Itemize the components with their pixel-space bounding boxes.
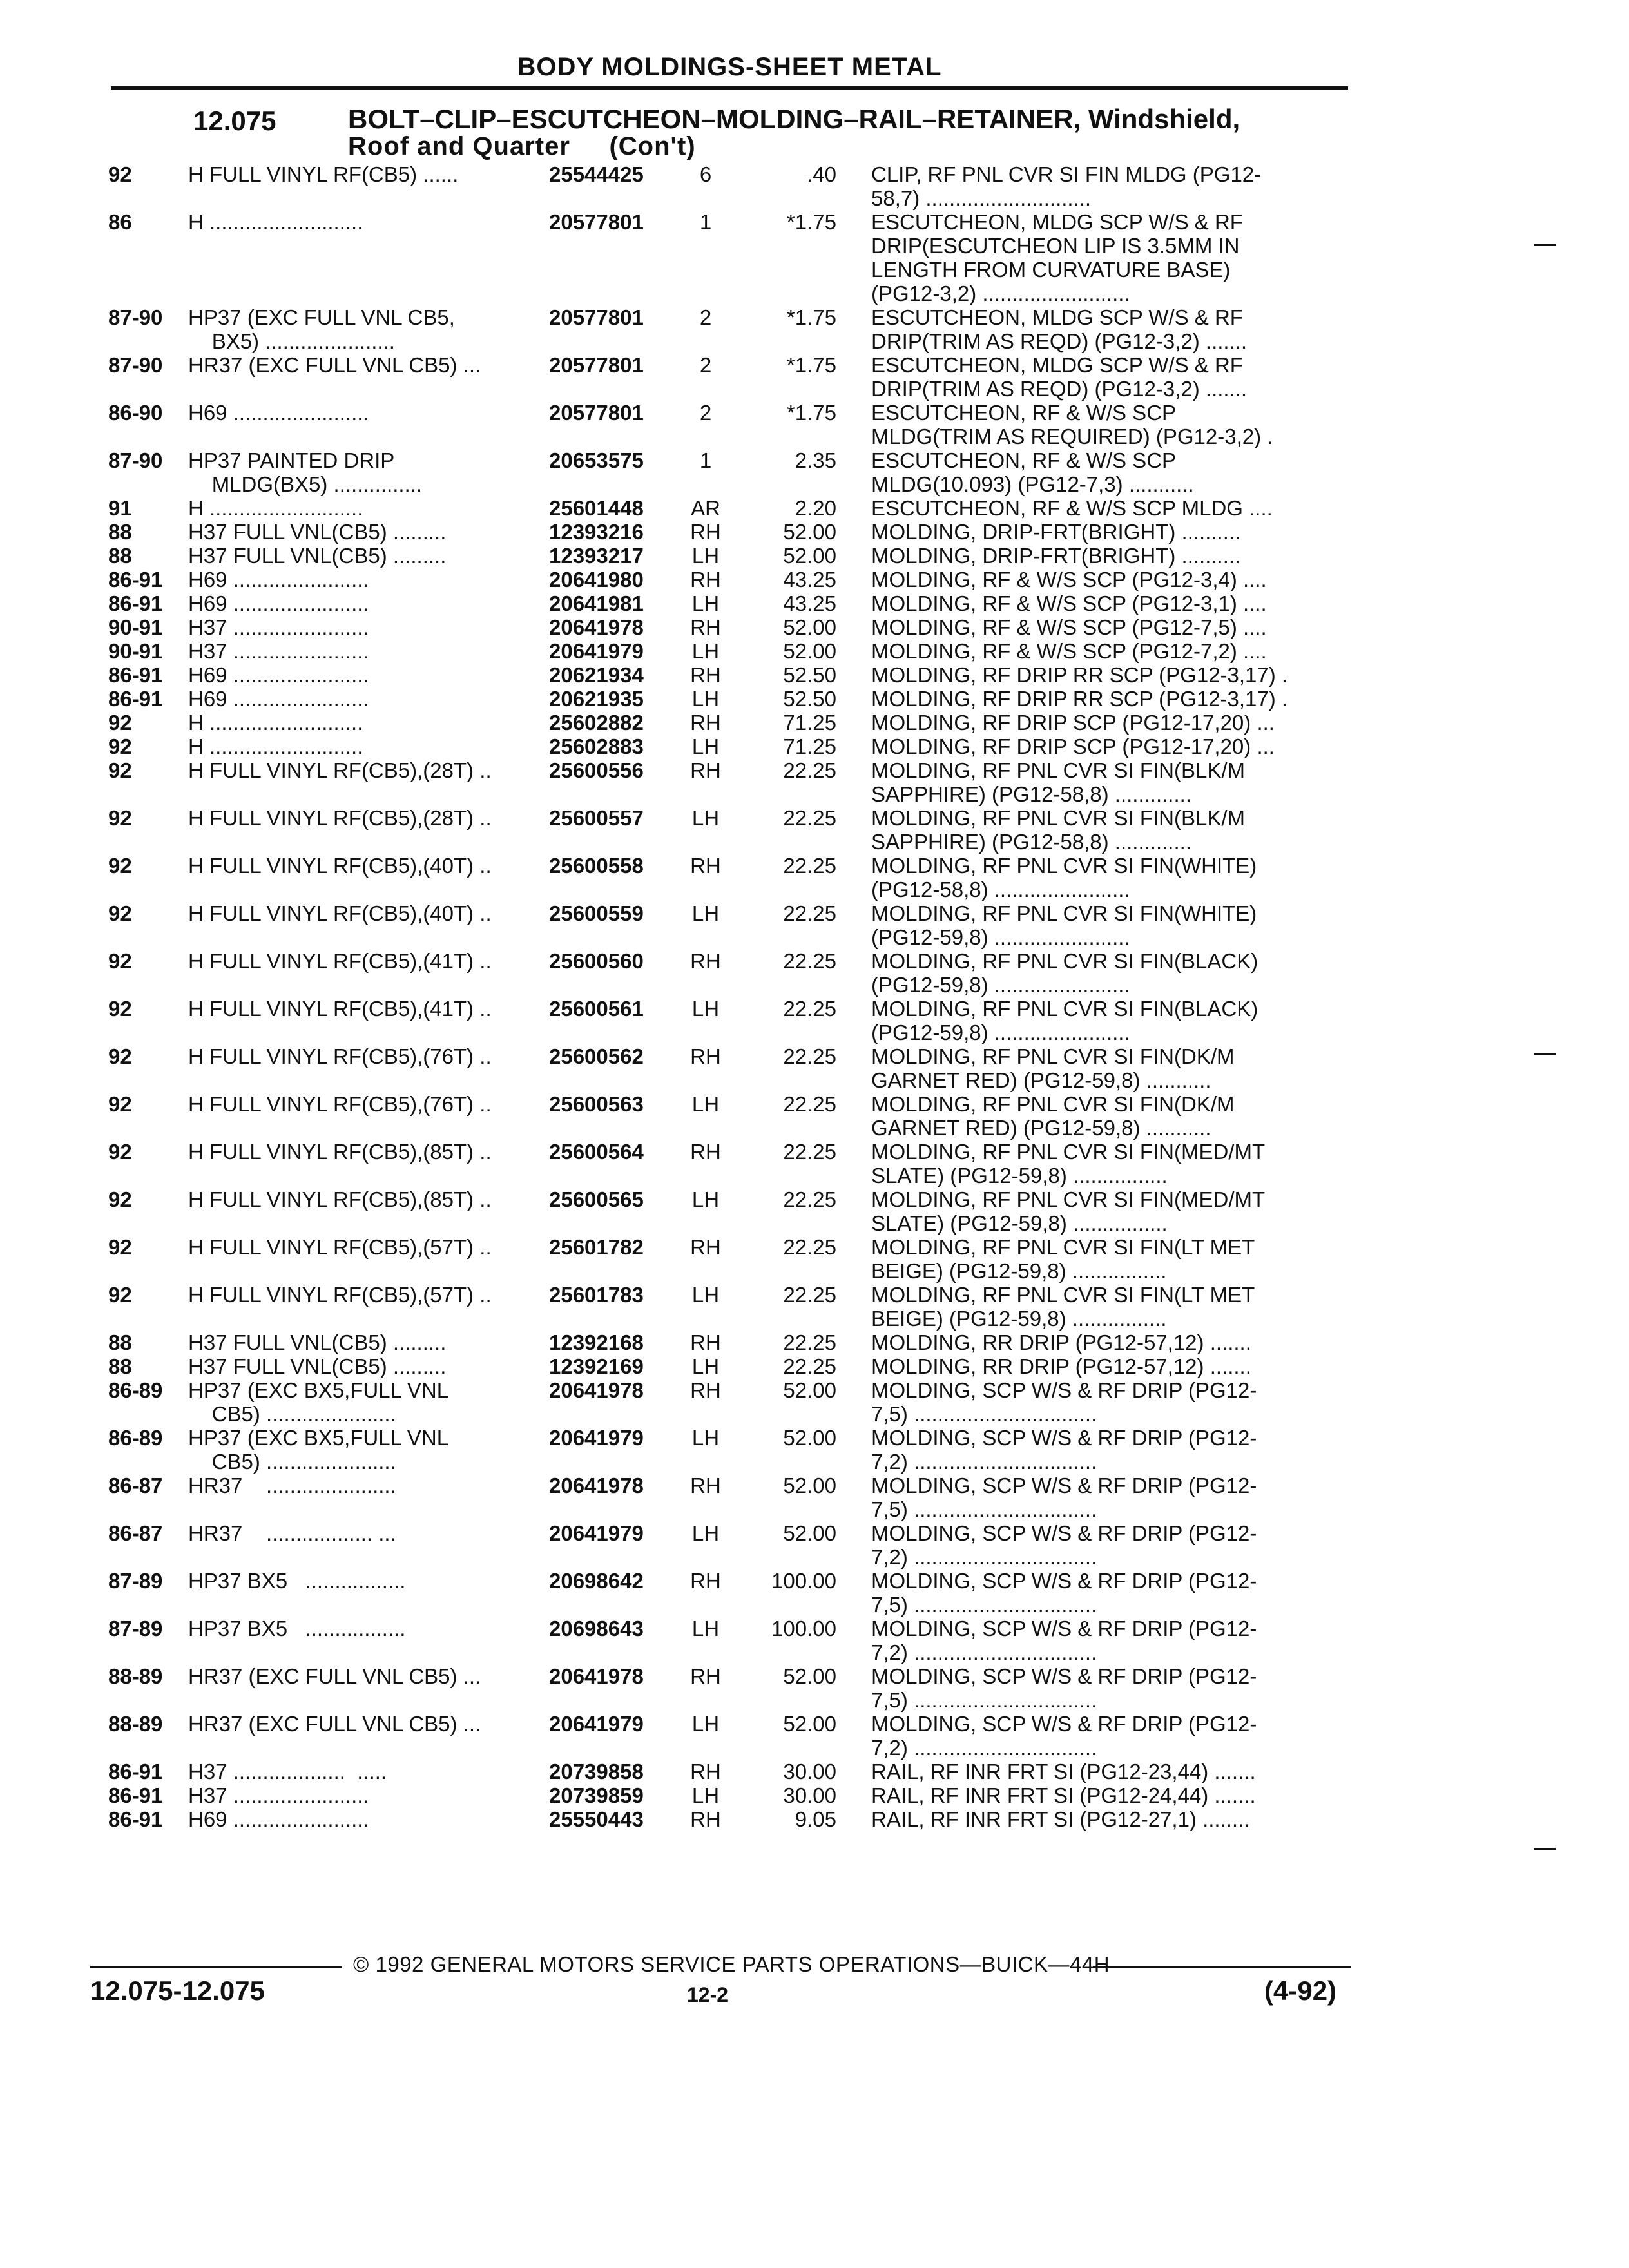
part-number: 20577801 [549,353,644,377]
part-description: MOLDING, RF PNL CVR SI FIN(WHITE) (PG12-59,8) ....................... [871,901,1257,949]
part-number: 25601782 [549,1235,644,1259]
price: 52.00 [783,544,836,568]
price: 71.25 [783,711,836,735]
quantity: LH [691,901,720,925]
part-description: MOLDING, SCP W/S & RF DRIP (PG12- 7,5) ............................... [871,1474,1257,1521]
quantity: LH [691,687,720,711]
quantity: RH [690,1664,721,1688]
part-number: 20641980 [549,568,644,591]
price: 52.50 [783,663,836,687]
model-year: 86-91 [108,1807,163,1831]
section-number: 12.075 [193,106,276,136]
quantity: LH [691,735,720,758]
model-year: 87-90 [108,353,163,377]
quantity: RH [690,758,721,782]
model-year: 92 [108,711,132,735]
price: 52.00 [783,1521,836,1545]
price: 52.00 [783,1426,836,1450]
part-description: MOLDING, RF & W/S SCP (PG12-7,5) .... [871,615,1267,639]
model-year: 92 [108,1092,132,1116]
part-description: MOLDING, RF PNL CVR SI FIN(MED/MT SLATE) (PG12-59,8) ................ [871,1187,1266,1235]
model-year: 92 [108,758,132,782]
part-number: 20577801 [549,401,644,425]
part-description: MOLDING, RF PNL CVR SI FIN(BLACK) (PG12-59,8) ....................... [871,997,1258,1044]
model-year: 92 [108,806,132,830]
section-title [348,106,1240,160]
part-description: RAIL, RF INR FRT SI (PG12-27,1) ........ [871,1807,1250,1831]
model-year: 87-90 [108,305,163,329]
part-description: ESCUTCHEON, MLDG SCP W/S & RF DRIP(TRIM AS REQD) (PG12-3,2) ....... [871,305,1248,353]
part-number: 25544425 [549,162,644,186]
quantity: RH [690,1140,721,1164]
price: 52.00 [783,1712,836,1736]
model-description: H FULL VINYL RF(CB5),(41T) .. [188,949,492,973]
model-description: H FULL VINYL RF(CB5),(57T) .. [188,1235,492,1259]
quantity: LH [691,1283,720,1307]
model-description: HR37 (EXC FULL VNL CB5) ... [188,1712,481,1736]
part-description: MOLDING, DRIP-FRT(BRIGHT) .......... [871,520,1241,544]
model-description: H37 FULL VNL(CB5) ......... [188,520,447,544]
model-year: 92 [108,901,132,925]
model-description: HP37 (EXC FULL VNL CB5, BX5) ...................... [188,305,455,353]
model-year: 86-90 [108,401,163,425]
part-number: 20698642 [549,1569,644,1593]
header-divider [111,86,1348,90]
model-description: H37 ....................... [188,639,369,663]
part-description: ESCUTCHEON, RF & W/S SCP MLDG .... [871,496,1273,520]
price: 2.20 [795,496,836,520]
model-description: H FULL VINYL RF(CB5),(85T) .. [188,1187,492,1211]
part-number: 20621934 [549,663,644,687]
model-description: H69 ....................... [188,401,369,425]
model-description: H37 ................... ..... [188,1760,387,1783]
quantity: LH [691,1783,720,1807]
part-number: 20641979 [549,639,644,663]
model-year: 92 [108,162,132,186]
part-description: MOLDING, RF PNL CVR SI FIN(BLK/M SAPPHIRE) (PG12-58,8) ............. [871,806,1246,854]
part-number: 25601783 [549,1283,644,1307]
part-description: RAIL, RF INR FRT SI (PG12-23,44) ....... [871,1760,1256,1783]
part-description: MOLDING, RF PNL CVR SI FIN(LT MET BEIGE) (PG12-59,8) ................ [871,1235,1255,1283]
price: 52.00 [783,1664,836,1688]
section-title-line-1: BOLT–CLIP–ESCUTCHEON–MOLDING–RAIL–RETAINER, Windshield, [348,104,1240,134]
quantity: RH [690,711,721,735]
price: 22.25 [783,949,836,973]
footer-section-range: 12.075-12.075 [90,1975,265,2006]
part-description: ESCUTCHEON, MLDG SCP W/S & RF DRIP(ESCUTCHEON LIP IS 3.5MM IN LENGTH FROM CURVATURE BASE) (PG12-3,2) ......................... [871,210,1243,305]
part-number: 25600561 [549,997,644,1021]
part-description: ESCUTCHEON, RF & W/S SCP MLDG(10.093) (PG12-7,3) ........... [871,448,1194,496]
quantity: AR [691,496,720,520]
part-description: MOLDING, RF PNL CVR SI FIN(BLK/M SAPPHIRE) (PG12-58,8) ............. [871,758,1246,806]
model-description: H .......................... [188,735,363,758]
part-description: RAIL, RF INR FRT SI (PG12-24,44) ....... [871,1783,1256,1807]
model-description: H69 ....................... [188,591,369,615]
model-year: 92 [108,1283,132,1307]
model-description: HP37 (EXC BX5,FULL VNL CB5) ...................... [188,1426,449,1474]
quantity: LH [691,1426,720,1450]
price: 100.00 [771,1569,836,1593]
part-description: MOLDING, RF PNL CVR SI FIN(WHITE) (PG12-58,8) ....................... [871,854,1257,901]
price: 22.25 [783,806,836,830]
model-year: 92 [108,949,132,973]
quantity: LH [691,1354,720,1378]
part-number: 25600556 [549,758,644,782]
quantity: 6 [699,162,712,186]
model-description: HP37 BX5 ................. [188,1617,406,1640]
quantity: LH [691,1187,720,1211]
model-year: 90-91 [108,615,163,639]
model-description: H FULL VINYL RF(CB5),(76T) .. [188,1044,492,1068]
price: 52.00 [783,520,836,544]
model-description: HP37 (EXC BX5,FULL VNL CB5) ...................... [188,1378,449,1426]
part-number: 25602882 [549,711,644,735]
model-description: H FULL VINYL RF(CB5),(41T) .. [188,997,492,1021]
part-description: MOLDING, RR DRIP (PG12-57,12) ....... [871,1331,1251,1354]
model-description: H37 FULL VNL(CB5) ......... [188,544,447,568]
margin-tick-mark [1534,244,1556,246]
part-description: MOLDING, SCP W/S & RF DRIP (PG12- 7,2) ............................... [871,1617,1257,1664]
model-description: HP37 PAINTED DRIP MLDG(BX5) ............... [188,448,423,496]
quantity: LH [691,591,720,615]
price: *1.75 [786,305,836,329]
quantity: RH [690,1807,721,1831]
price: 22.25 [783,1331,836,1354]
model-description: H FULL VINYL RF(CB5) ...... [188,162,459,186]
price: *1.75 [786,210,836,234]
price: 100.00 [771,1617,836,1640]
model-description: HR37 .................. ... [188,1521,396,1545]
quantity: LH [691,1712,720,1736]
price: 22.25 [783,758,836,782]
model-year: 91 [108,496,132,520]
model-description: H .......................... [188,210,363,234]
margin-tick-mark [1534,1053,1556,1055]
model-description: H .......................... [188,711,363,735]
page-title: BODY MOLDINGS-SHEET METAL [517,53,942,81]
quantity: RH [690,1474,721,1497]
price: 22.25 [783,1187,836,1211]
model-year: 88-89 [108,1664,163,1688]
model-year: 86-89 [108,1378,163,1402]
quantity: RH [690,1044,721,1068]
model-description: H FULL VINYL RF(CB5),(40T) .. [188,901,492,925]
quantity: LH [691,997,720,1021]
part-number: 20653575 [549,448,644,472]
part-number: 25600563 [549,1092,644,1116]
quantity: RH [690,1331,721,1354]
price: 71.25 [783,735,836,758]
quantity: RH [690,949,721,973]
part-description: MOLDING, RF DRIP RR SCP (PG12-3,17) . [871,687,1288,711]
part-description: MOLDING, RR DRIP (PG12-57,12) ....... [871,1354,1251,1378]
part-number: 20641979 [549,1426,644,1450]
price: 22.25 [783,1092,836,1116]
quantity: RH [690,568,721,591]
model-description: H69 ....................... [188,663,369,687]
price: 2.35 [795,448,836,472]
quantity: RH [690,1235,721,1259]
price: 52.50 [783,687,836,711]
model-description: HR37 (EXC FULL VNL CB5) ... [188,353,481,377]
part-description: MOLDING, SCP W/S & RF DRIP (PG12- 7,2) ............................... [871,1426,1257,1474]
price: 22.25 [783,1283,836,1307]
part-number: 25600557 [549,806,644,830]
model-year: 86-91 [108,1760,163,1783]
price: 30.00 [783,1760,836,1783]
model-description: H69 ....................... [188,687,369,711]
quantity: RH [690,854,721,878]
part-description: CLIP, RF PNL CVR SI FIN MLDG (PG12- 58,7) ............................ [871,162,1262,210]
model-description: H69 ....................... [188,1807,369,1831]
model-year: 86-91 [108,568,163,591]
part-number: 25602883 [549,735,644,758]
model-year: 92 [108,997,132,1021]
part-number: 12392169 [549,1354,644,1378]
model-description: H FULL VINYL RF(CB5),(28T) .. [188,758,492,782]
model-description: H FULL VINYL RF(CB5),(40T) .. [188,854,492,878]
model-description: H FULL VINYL RF(CB5),(28T) .. [188,806,492,830]
quantity: RH [690,1378,721,1402]
price: 22.25 [783,854,836,878]
model-year: 92 [108,1187,132,1211]
footer-page-number: 12-2 [687,1983,729,2006]
model-description: H37 ....................... [188,615,369,639]
price: 22.25 [783,1044,836,1068]
price: 9.05 [795,1807,836,1831]
model-description: HR37 (EXC FULL VNL CB5) ... [188,1664,481,1688]
model-description: H37 FULL VNL(CB5) ......... [188,1354,447,1378]
part-number: 20577801 [549,305,644,329]
part-description: MOLDING, RF DRIP RR SCP (PG12-3,17) . [871,663,1288,687]
part-description: MOLDING, RF PNL CVR SI FIN(MED/MT SLATE) (PG12-59,8) ................ [871,1140,1266,1187]
quantity: RH [690,1760,721,1783]
part-number: 20739858 [549,1760,644,1783]
model-year: 86-91 [108,663,163,687]
model-description: HR37 ...................... [188,1474,396,1497]
part-description: MOLDING, RF PNL CVR SI FIN(DK/M GARNET RED) (PG12-59,8) ........... [871,1092,1235,1140]
model-year: 86 [108,210,132,234]
footer-rule-right [1093,1966,1351,1968]
price: *1.75 [786,401,836,425]
quantity: LH [691,1617,720,1640]
model-year: 86-87 [108,1521,163,1545]
part-number: 20641978 [549,1664,644,1688]
quantity: 1 [699,210,712,234]
model-description: H FULL VINYL RF(CB5),(85T) .. [188,1140,492,1164]
part-number: 25600564 [549,1140,644,1164]
part-number: 20641979 [549,1521,644,1545]
quantity: RH [690,663,721,687]
quantity: LH [691,639,720,663]
part-number: 20739859 [549,1783,644,1807]
model-year: 87-90 [108,448,163,472]
part-number: 20577801 [549,210,644,234]
footer-date-code: (4-92) [1264,1975,1337,2006]
model-description: H37 FULL VNL(CB5) ......... [188,1331,447,1354]
margin-tick-mark [1534,1848,1556,1850]
model-year: 86-91 [108,591,163,615]
quantity: 2 [699,401,712,425]
price: 22.25 [783,1235,836,1259]
quantity: LH [691,1092,720,1116]
part-number: 25600560 [549,949,644,973]
model-description: H FULL VINYL RF(CB5),(57T) .. [188,1283,492,1307]
part-description: MOLDING, DRIP-FRT(BRIGHT) .......... [871,544,1241,568]
price: 52.00 [783,1474,836,1497]
price: 52.00 [783,615,836,639]
part-description: MOLDING, SCP W/S & RF DRIP (PG12- 7,5) ............................... [871,1664,1257,1712]
model-year: 92 [108,854,132,878]
part-number: 20621935 [549,687,644,711]
part-description: MOLDING, RF DRIP SCP (PG12-17,20) ... [871,735,1275,758]
model-description: H37 ....................... [188,1783,369,1807]
model-year: 86-89 [108,1426,163,1450]
model-year: 92 [108,1140,132,1164]
part-description: ESCUTCHEON, RF & W/S SCP MLDG(TRIM AS REQUIRED) (PG12-3,2) . [871,401,1273,448]
part-description: MOLDING, RF DRIP SCP (PG12-17,20) ... [871,711,1275,735]
part-description: MOLDING, SCP W/S & RF DRIP (PG12- 7,2) ............................... [871,1521,1257,1569]
quantity: LH [691,1521,720,1545]
price: 30.00 [783,1783,836,1807]
model-year: 92 [108,1235,132,1259]
model-year: 88 [108,1354,132,1378]
model-year: 86-91 [108,1783,163,1807]
model-year: 88-89 [108,1712,163,1736]
quantity: 1 [699,448,712,472]
part-number: 25600558 [549,854,644,878]
part-number: 25601448 [549,496,644,520]
part-description: MOLDING, SCP W/S & RF DRIP (PG12- 7,5) ............................... [871,1378,1257,1426]
price: .40 [807,162,836,186]
part-number: 25600562 [549,1044,644,1068]
model-year: 87-89 [108,1617,163,1640]
price: 43.25 [783,568,836,591]
part-number: 25600565 [549,1187,644,1211]
model-year: 90-91 [108,639,163,663]
price: 43.25 [783,591,836,615]
part-description: MOLDING, RF & W/S SCP (PG12-3,1) .... [871,591,1267,615]
footer-copyright: © 1992 GENERAL MOTORS SERVICE PARTS OPERATIONS—BUICK—44H [353,1952,1110,1976]
part-number: 20641981 [549,591,644,615]
quantity: 2 [699,353,712,377]
quantity: LH [691,806,720,830]
quantity: RH [690,1569,721,1593]
part-description: MOLDING, SCP W/S & RF DRIP (PG12- 7,5) ............................... [871,1569,1257,1617]
model-year: 88 [108,520,132,544]
quantity: RH [690,520,721,544]
price: 22.25 [783,1354,836,1378]
model-year: 92 [108,1044,132,1068]
part-number: 12393217 [549,544,644,568]
part-description: MOLDING, RF & W/S SCP (PG12-3,4) .... [871,568,1267,591]
price: 52.00 [783,1378,836,1402]
model-description: H69 ....................... [188,568,369,591]
price: 22.25 [783,901,836,925]
part-number: 20698643 [549,1617,644,1640]
section-title-line-2: Roof and Quarter (Con't) [348,132,696,160]
model-description: HP37 BX5 ................. [188,1569,406,1593]
part-description: MOLDING, RF PNL CVR SI FIN(DK/M GARNET RED) (PG12-59,8) ........... [871,1044,1235,1092]
footer-rule-left [90,1966,342,1968]
model-year: 87-89 [108,1569,163,1593]
quantity: 2 [699,305,712,329]
part-number: 12393216 [549,520,644,544]
part-description: MOLDING, RF PNL CVR SI FIN(LT MET BEIGE) (PG12-59,8) ................ [871,1283,1255,1331]
model-year: 88 [108,1331,132,1354]
part-number: 25550443 [549,1807,644,1831]
model-description: H .......................... [188,496,363,520]
part-description: ESCUTCHEON, MLDG SCP W/S & RF DRIP(TRIM AS REQD) (PG12-3,2) ....... [871,353,1248,401]
price: 22.25 [783,997,836,1021]
part-number: 25600559 [549,901,644,925]
model-year: 86-91 [108,687,163,711]
part-description: MOLDING, SCP W/S & RF DRIP (PG12- 7,2) ............................... [871,1712,1257,1760]
model-year: 92 [108,735,132,758]
price: *1.75 [786,353,836,377]
quantity: RH [690,615,721,639]
price: 22.25 [783,1140,836,1164]
part-number: 20641978 [549,1378,644,1402]
model-description: H FULL VINYL RF(CB5),(76T) .. [188,1092,492,1116]
model-year: 86-87 [108,1474,163,1497]
price: 52.00 [783,639,836,663]
part-number: 20641978 [549,615,644,639]
quantity: LH [691,544,720,568]
part-description: MOLDING, RF & W/S SCP (PG12-7,2) .... [871,639,1267,663]
part-number: 12392168 [549,1331,644,1354]
part-number: 20641979 [549,1712,644,1736]
part-number: 20641978 [549,1474,644,1497]
part-description: MOLDING, RF PNL CVR SI FIN(BLACK) (PG12-59,8) ....................... [871,949,1258,997]
model-year: 88 [108,544,132,568]
